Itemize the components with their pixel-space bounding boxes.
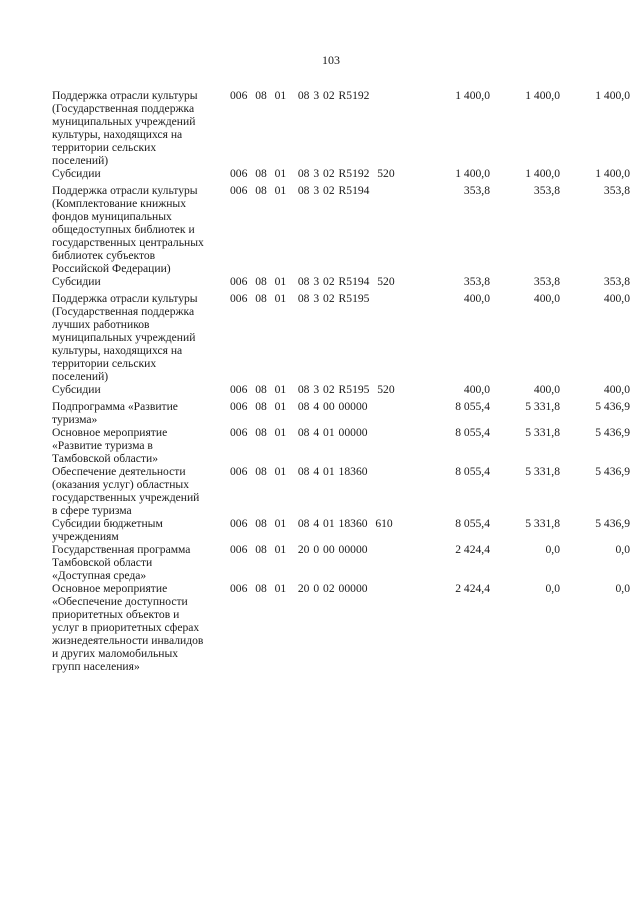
row-value-2: 0,0 (545, 543, 560, 556)
table-row (52, 167, 630, 184)
row-value-3: 1 400,0 (595, 167, 630, 180)
row-code: 006 08 01 08 3 02 R5192 520 (230, 167, 395, 180)
row-code: 006 08 01 08 3 02 R5194 (230, 184, 370, 197)
row-code: 006 08 01 20 0 00 00000 (230, 543, 368, 556)
row-value-1: 1 400,0 (455, 89, 490, 102)
row-value-2: 353,8 (533, 275, 560, 288)
row-value-3: 400,0 (603, 292, 630, 305)
row-name: Субсидии (52, 167, 101, 180)
table-row (52, 543, 630, 582)
row-value-3: 5 436,9 (595, 517, 630, 530)
row-code: 006 08 01 08 3 02 R5195 (230, 292, 370, 305)
row-value-1: 8 055,4 (455, 426, 490, 439)
row-value-2: 400,0 (533, 292, 560, 305)
row-value-3: 400,0 (603, 383, 630, 396)
row-name: Основное мероприятие «Обеспечение доступности приоритетных объектов и услуг в приоритетных сферах жизнедеятельности инвалидов и других маломобильных групп населения» (52, 582, 204, 673)
row-value-2: 1 400,0 (525, 89, 560, 102)
row-value-1: 400,0 (463, 292, 490, 305)
row-value-1: 8 055,4 (455, 465, 490, 478)
row-name: Обеспечение деятельности (оказания услуг) областных государственных учреждений в сфере туризма (52, 465, 200, 517)
table-row (52, 426, 630, 465)
row-value-3: 353,8 (603, 275, 630, 288)
row-value-3: 5 436,9 (595, 400, 630, 413)
row-code: 006 08 01 08 4 01 18360 (230, 465, 368, 478)
row-code: 006 08 01 08 4 00 00000 (230, 400, 368, 413)
row-value-2: 400,0 (533, 383, 560, 396)
table-row (52, 184, 630, 275)
row-name: Подпрограмма «Развитие туризма» (52, 400, 178, 426)
row-value-1: 2 424,4 (455, 582, 490, 595)
row-code: 006 08 01 08 3 02 R5195 520 (230, 383, 395, 396)
row-name: Субсидии бюджетным учреждениям (52, 517, 163, 543)
budget-table (52, 89, 630, 673)
row-value-1: 353,8 (463, 184, 490, 197)
row-code: 006 08 01 20 0 02 00000 (230, 582, 368, 595)
row-value-2: 5 331,8 (525, 400, 560, 413)
row-value-1: 353,8 (463, 275, 490, 288)
row-value-1: 8 055,4 (455, 400, 490, 413)
row-name: Поддержка отрасли культуры (Комплектование книжных фондов муниципальных общедоступных библиотек и государственных центральных библиотек субъектов Российской Федерации) (52, 184, 204, 275)
row-code: 006 08 01 08 4 01 18360 610 (230, 517, 393, 530)
table-row (52, 292, 630, 383)
table-row (52, 465, 630, 517)
table-row (52, 582, 630, 673)
row-value-3: 353,8 (603, 184, 630, 197)
row-value-3: 5 436,9 (595, 426, 630, 439)
row-value-3: 0,0 (615, 543, 630, 556)
row-value-3: 1 400,0 (595, 89, 630, 102)
row-name: Субсидии (52, 383, 101, 396)
row-value-2: 353,8 (533, 184, 560, 197)
table-row (52, 517, 630, 543)
row-value-3: 0,0 (615, 582, 630, 595)
row-code: 006 08 01 08 4 01 00000 (230, 426, 368, 439)
row-value-1: 400,0 (463, 383, 490, 396)
row-value-1: 1 400,0 (455, 167, 490, 180)
row-value-2: 0,0 (545, 582, 560, 595)
row-value-1: 8 055,4 (455, 517, 490, 530)
row-name: Государственная программа Тамбовской области «Доступная среда» (52, 543, 191, 582)
row-value-1: 2 424,4 (455, 543, 490, 556)
row-name: Субсидии (52, 275, 101, 288)
row-value-2: 5 331,8 (525, 465, 560, 478)
row-name: Поддержка отрасли культуры (Государственная поддержка лучших работников муниципальных учреждений культуры, находящихся на территории сельских поселений) (52, 292, 198, 383)
table-row (52, 89, 630, 167)
row-value-2: 5 331,8 (525, 426, 560, 439)
row-value-2: 1 400,0 (525, 167, 560, 180)
row-code: 006 08 01 08 3 02 R5192 (230, 89, 370, 102)
row-code: 006 08 01 08 3 02 R5194 520 (230, 275, 395, 288)
row-name: Поддержка отрасли культуры (Государственная поддержка муниципальных учреждений культуры, находящихся на территории сельских поселений) (52, 89, 198, 167)
row-value-2: 5 331,8 (525, 517, 560, 530)
table-row (52, 383, 630, 400)
table-row (52, 275, 630, 292)
row-value-3: 5 436,9 (595, 465, 630, 478)
page-number: 103 (322, 53, 340, 67)
table-row (52, 400, 630, 426)
row-name: Основное мероприятие «Развитие туризма в Тамбовской области» (52, 426, 168, 465)
